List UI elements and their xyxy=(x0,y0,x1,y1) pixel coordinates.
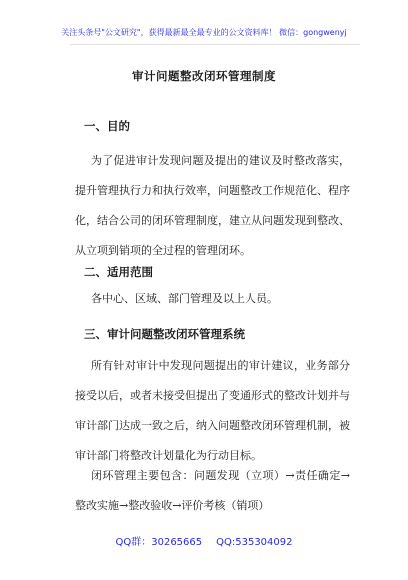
paragraph-line: 审计部门将整改计划量化为行动目标。 xyxy=(75,449,262,462)
paragraph-purpose xyxy=(75,146,350,266)
section-heading-scope: 二、适用范围 xyxy=(84,265,153,279)
paragraph-line: 提升管理执行力和执行效率，问题整改工作规范化、程序 xyxy=(75,184,350,197)
document-title: 审计问题整改闭环管理制度 xyxy=(132,69,276,83)
header-note: 关注头条号"公文研究"，获得最新最全最专业的公文资料库！ 微信：gongwenyj xyxy=(61,28,347,37)
paragraph-line: 整改实施→整改验收→评价考核（销项） xyxy=(75,499,270,512)
paragraph-system xyxy=(75,351,350,471)
paragraph-line: 接受以后，或者未接受但提出了变通形式的整改计划并与 xyxy=(75,389,350,402)
footer-qq: QQ:535304092 xyxy=(216,537,293,548)
paragraph-line: 化，结合公司的闭环管理制度，建立从问题发现到整改、 xyxy=(75,214,350,227)
paragraph-scope xyxy=(75,284,350,314)
section-heading-purpose: 一、目的 xyxy=(84,119,130,133)
paragraph-line: 审计部门达成一致之后，纳入问题整改闭环管理机制，被 xyxy=(75,419,350,432)
header-divider xyxy=(70,44,360,45)
paragraph-line: 闭环管理主要包含：问题发现（立项）→责任确定→ xyxy=(91,469,350,482)
footer-qq-group: QQ群：30265665 xyxy=(115,537,203,548)
paragraph-line: 各中心、区域、部门管理及以上人员。 xyxy=(91,292,278,305)
paragraph-line: 从立项到销项的全过程的管理闭环。 xyxy=(75,244,251,257)
paragraph-closed-loop xyxy=(75,461,350,521)
paragraph-line: 为了促进审计发现问题及提出的建议及时整改落实， xyxy=(91,154,350,167)
paragraph-line: 所有针对审计中发现问题提出的审计建议，业务部分 xyxy=(91,359,350,372)
footer-contact xyxy=(0,533,408,548)
section-heading-system: 三、审计问题整改闭环管理系统 xyxy=(84,327,245,341)
